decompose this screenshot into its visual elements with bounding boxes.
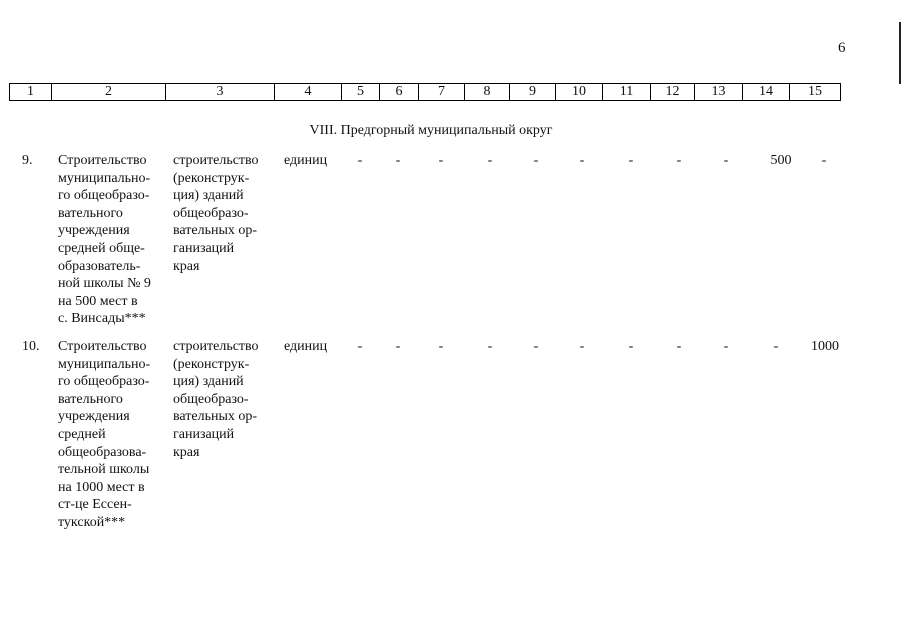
year-value: - xyxy=(773,339,779,354)
year-value: - xyxy=(723,153,729,168)
year-value: - xyxy=(579,339,585,354)
year-value: - xyxy=(395,339,401,354)
year-value: 500 xyxy=(770,153,792,168)
year-value: - xyxy=(357,153,363,168)
column-number-cell: 14 xyxy=(743,84,790,101)
column-number-cell: 1 xyxy=(10,84,52,101)
year-value: - xyxy=(438,339,444,354)
year-value: 1000 xyxy=(811,339,839,354)
column-number-cell: 10 xyxy=(556,84,603,101)
year-value: - xyxy=(821,153,827,168)
column-number-header xyxy=(9,83,841,101)
object-name: Строительство муниципально- го общеобразо- вательного учреждения средней обще- образователь- ной школы № 9 на 500 мест в с. Винсады*** xyxy=(58,153,151,327)
year-value: - xyxy=(676,339,682,354)
year-value: - xyxy=(628,339,634,354)
year-value: - xyxy=(723,339,729,354)
section-title: VIII. Предгорный муниципальный округ xyxy=(309,123,553,138)
row-number: 9. xyxy=(22,153,33,168)
column-number-cell: 13 xyxy=(695,84,743,101)
column-number-cell: 5 xyxy=(342,84,380,101)
column-number-cell: 3 xyxy=(166,84,275,101)
column-number-cell: 15 xyxy=(790,84,841,101)
object-name: Строительство муниципально- го общеобразо- вательного учреждения средней общеобразова- тельной школы на 1000 мест в ст-це Ессен- тукской*** xyxy=(58,339,151,530)
year-value: - xyxy=(438,153,444,168)
column-number-cell: 11 xyxy=(603,84,651,101)
column-number-cell: 4 xyxy=(275,84,342,101)
year-value: - xyxy=(533,339,539,354)
page-number: 6 xyxy=(838,40,846,56)
year-value: - xyxy=(487,339,493,354)
column-number-cell: 9 xyxy=(510,84,556,101)
year-value: - xyxy=(533,153,539,168)
unit-of-measure: единиц xyxy=(284,153,328,168)
column-number-cell: 8 xyxy=(465,84,510,101)
year-value: - xyxy=(487,153,493,168)
column-number-cell: 12 xyxy=(651,84,695,101)
unit-of-measure: единиц xyxy=(284,339,328,354)
row-number: 10. xyxy=(22,339,40,354)
year-value: - xyxy=(579,153,585,168)
column-number-cell: 2 xyxy=(52,84,166,101)
column-number-cell: 6 xyxy=(380,84,419,101)
column-number-cell: 7 xyxy=(419,84,465,101)
year-value: - xyxy=(676,153,682,168)
year-value: - xyxy=(357,339,363,354)
event-description: строительство (реконструк- ция) зданий общеобразо- вательных ор- ганизаций края xyxy=(173,153,259,274)
event-description: строительство (реконструк- ция) зданий общеобразо- вательных ор- ганизаций края xyxy=(173,339,259,460)
year-value: - xyxy=(395,153,401,168)
year-value: - xyxy=(628,153,634,168)
